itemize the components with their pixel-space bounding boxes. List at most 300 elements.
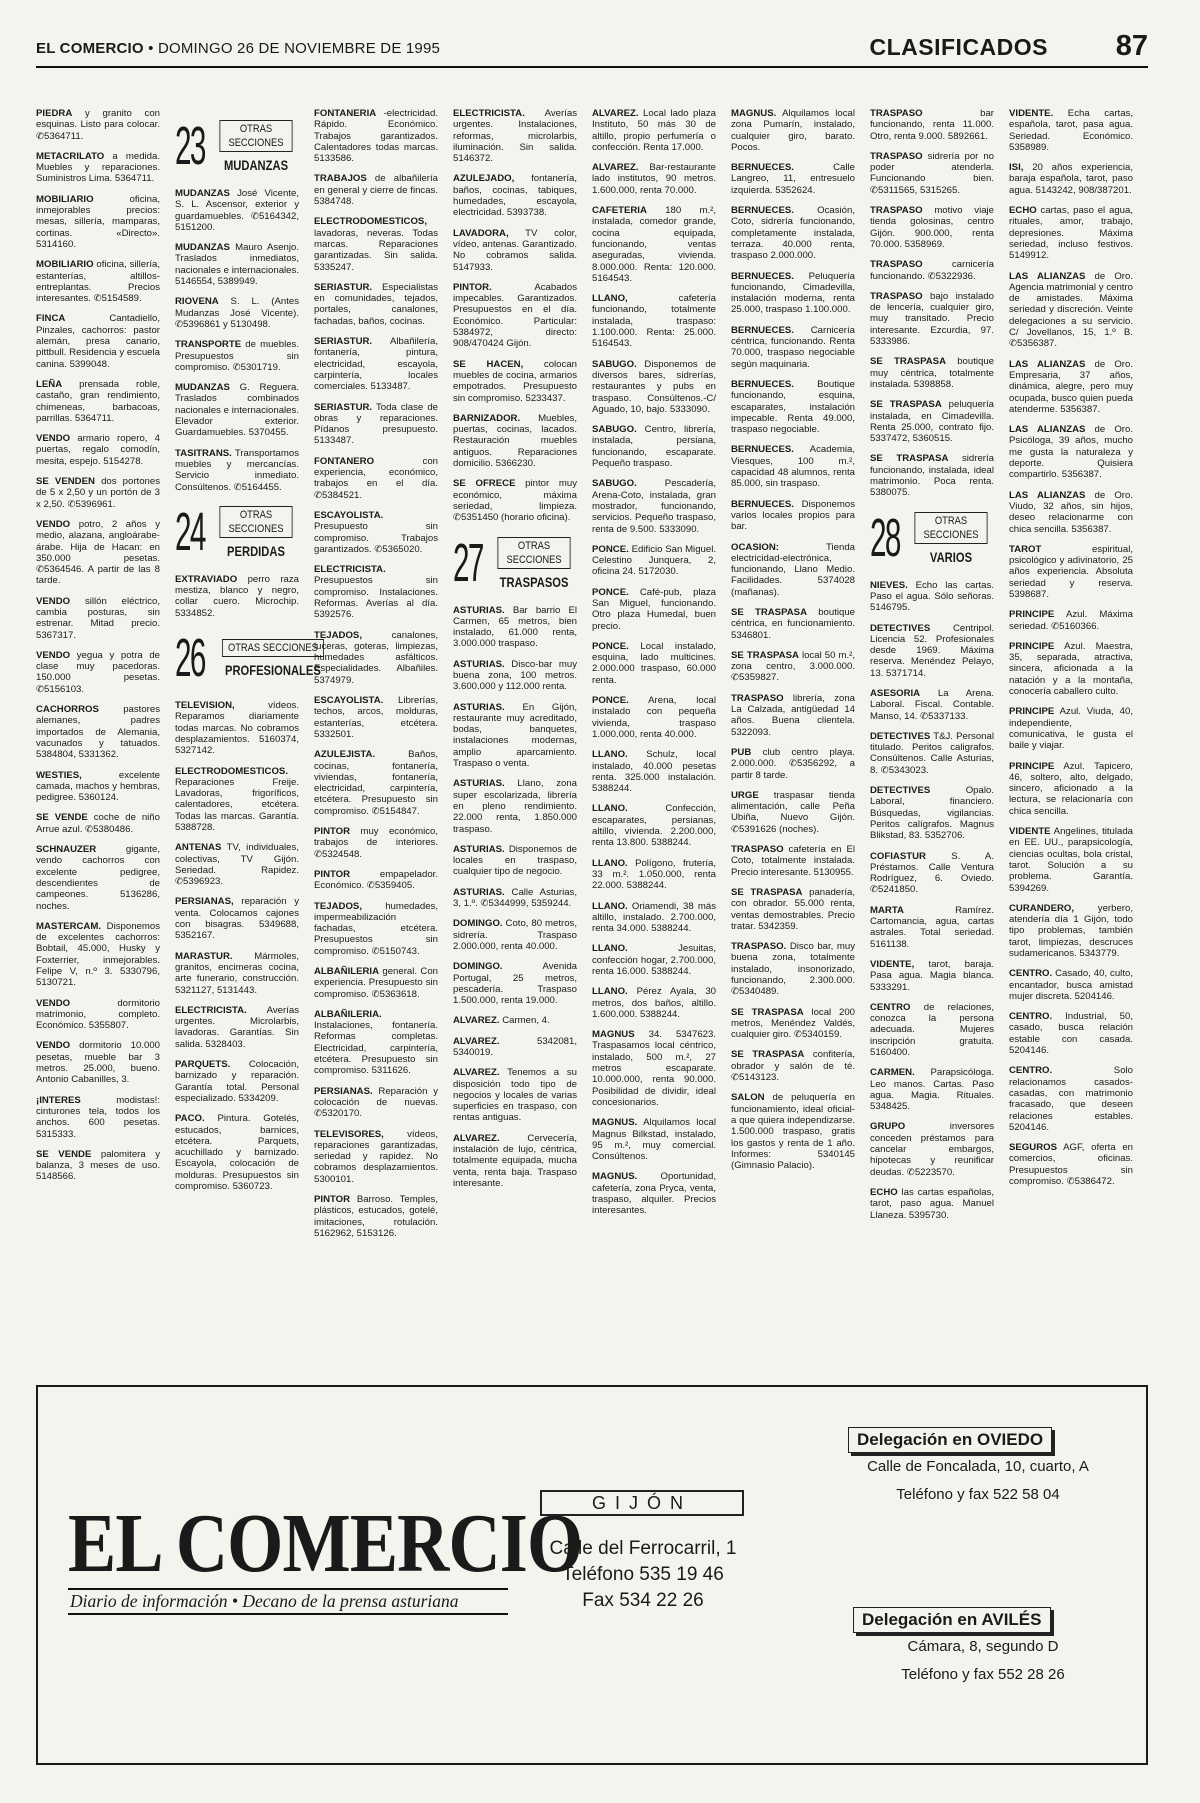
classified-ad <box>314 1086 438 1120</box>
ad-keyword: RIOVENA <box>175 296 219 308</box>
ad-keyword: ELECTRICISTA. <box>314 564 386 576</box>
classified-ad <box>1009 609 1133 632</box>
ad-keyword: BERNUECES. <box>731 162 794 174</box>
ad-keyword: ALBAÑILERIA. <box>314 1008 382 1020</box>
classified-ad <box>1009 359 1133 415</box>
ad-keyword: LLANO. <box>592 900 628 912</box>
ad-text: dormitorio matrimonio, completo. Económico. 5355807. <box>36 997 160 1032</box>
ad-keyword: ANTENAS <box>175 842 222 854</box>
ad-keyword: TRASPASO <box>870 259 923 271</box>
ad-keyword: LAS ALIANZAS <box>1009 424 1086 436</box>
ad-text: palomitera y balanza, 3 meses de uso. 5148566. <box>36 1148 160 1183</box>
classified-ad <box>592 359 716 415</box>
ad-text: 34. 5347623. Traspasamos local céntrico, instalado, 500 m.², 27 metros escaparate. 10.000.000, renta 90.000. Posibilidad de dividir, ideal concesionarios. <box>592 1029 716 1108</box>
ad-text: Pescadería, Arena-Coto, instalada, gran mostrador, funcionando, servicios. Pequeño traspaso, renta de 9.500. 5333090. <box>592 478 716 535</box>
ad-keyword: VIDENTE <box>1009 826 1051 838</box>
ad-text: Oportunidad, cafetería, zona Pryca, venta, traspaso, alquiler. Precios interesantes. <box>592 1171 716 1217</box>
ad-keyword: LAS ALIANZAS <box>1009 358 1086 370</box>
classified-ad <box>592 641 716 686</box>
aviles-office <box>853 1607 1113 1689</box>
ad-keyword: ALVAREZ. <box>453 1015 500 1027</box>
ad-text: colocan muebles de cocina, armarios empotrados. Presupuesto sin compromiso. 5233437. <box>453 358 577 404</box>
classified-ad <box>731 844 855 878</box>
section-title: PROFESIONALES <box>224 662 321 679</box>
classified-ad <box>453 1036 577 1059</box>
ad-text: Schulz, local instalado, 40.000 pesetas renta. 325.000 instalación. 5388244. <box>592 749 716 795</box>
ad-keyword: FONTANERIA <box>314 108 377 119</box>
ad-keyword: WESTIES, <box>36 769 82 781</box>
classified-ad <box>314 1194 438 1239</box>
ad-keyword: BERNUECES. <box>731 324 794 336</box>
ad-keyword: ELECTRODOMESTICOS. <box>175 765 288 777</box>
classified-ad <box>314 966 438 1000</box>
ad-text: sillón eléctrico, cambia posturas, sin estrenar. Mitad precio. 5367317. <box>36 595 160 641</box>
classified-ad <box>36 770 160 804</box>
ad-text: gigante, vendo cachorros con excelente pedigree, descendientes de campeones. 5136286, noches. <box>36 844 160 912</box>
ad-keyword: SE TRASPASA <box>870 399 942 411</box>
ad-keyword: SE TRASPASA <box>870 453 949 465</box>
classified-ad <box>1009 271 1133 350</box>
ad-text: canalones, luceras, goteras, limpiezas, humedades asfálticos. Especialidades. Albañiles. 5374979. <box>314 629 438 686</box>
classified-ad <box>36 596 160 641</box>
ad-keyword: ALVAREZ. <box>592 162 639 174</box>
ad-keyword: ASTURIAS. <box>453 778 505 790</box>
ad-text: Echa cartas, española, tarot, pasa agua. Seriedad. Económico. 5358989. <box>1009 108 1133 153</box>
section-title: VARIOS <box>929 548 973 565</box>
classified-ad <box>36 650 160 695</box>
ad-keyword: TAROT <box>1009 543 1042 555</box>
classified-ad <box>175 896 299 941</box>
ad-keyword: PERSIANAS. <box>314 1085 373 1097</box>
classified-ad <box>314 749 438 817</box>
ad-text: sidrería funcionando, instalada, ideal matrimonio. Poca renta. 5380075. <box>870 453 994 499</box>
classified-column <box>314 108 438 1248</box>
ad-keyword: CENTRO. <box>1009 1011 1053 1023</box>
ad-keyword: LEÑA <box>36 378 63 390</box>
ad-keyword: SE TRASPASA <box>870 356 947 368</box>
section-title-box <box>491 537 577 588</box>
classified-ad <box>314 456 438 501</box>
ad-text: Carmen, 4. <box>502 1015 550 1027</box>
ad-text: Edificio San Miguel. Celestino Junquera, 2, oficina 24. 5172030. <box>592 543 716 578</box>
classified-ad <box>870 205 994 250</box>
classified-ad <box>731 747 855 781</box>
classified-ad <box>870 259 994 282</box>
header-dateline: EL COMERCIO • DOMINGO 26 DE NOVIEMBRE DE 1995 <box>36 40 441 57</box>
classified-ad <box>175 951 299 996</box>
ad-text: pastores alemanes, padres importados de Alemania, vacunados y tatuados. 5384804, 5331362. <box>36 704 160 761</box>
classified-ad <box>731 650 855 684</box>
ad-keyword: PINTOR <box>314 868 351 880</box>
ad-keyword: SE TRASPASA <box>731 1006 804 1018</box>
ad-text: cafetería en El Coto, totalmente instalada. Precio interesante. 5130955. <box>731 844 855 878</box>
ad-keyword: SABUGO. <box>592 424 637 436</box>
ad-text: humedades, impermeabilización fachadas, etcétera. Presupuestos sin compromiso. ✆5150743. <box>314 900 438 957</box>
ad-text: potro, 2 años y medio, alazana, angloárabe-árabe. Hija de Hacan: en 350.000 pesetas. ✆5364546. A partir de las 8 tarde. <box>36 518 161 587</box>
ad-text: Presupuestos sin compromiso. Instalaciones. Reformas. Averías al día. 5392576. <box>314 575 438 621</box>
ad-keyword: MAGNUS. <box>592 1171 638 1183</box>
ad-keyword: ECHO <box>870 1186 898 1198</box>
logo-tagline: Diario de información • Decano de la prensa asturiana <box>68 1588 508 1615</box>
ad-text: Tenemos a su disposición todo tipo de negocios y locales de varias superficies en traspaso, con rentas antiguas. <box>453 1067 577 1124</box>
ad-text: Opalo. Laboral, financiero. Búsquedas, vigilancias. Peritos calígrafos. Magnus Blikstad, 83. 5352706. <box>870 785 994 842</box>
ad-text: bar funcionando, renta 11.000. Otro, renta 9.000. 5892661. <box>870 108 994 142</box>
ad-keyword: MOBILIARIO <box>36 259 94 271</box>
section-heading <box>175 628 321 689</box>
classified-ad <box>314 630 438 686</box>
page-number: 87 <box>1115 30 1148 62</box>
classified-ad <box>36 519 160 587</box>
classified-ad <box>36 476 160 510</box>
ad-text: Boutique funcionando, esquina, escaparates, instalación impecable. Renta 49.000, traspaso negociable. <box>731 378 855 436</box>
classified-ad <box>453 778 577 834</box>
classified-ad <box>175 574 299 619</box>
classified-ad <box>314 1129 438 1185</box>
ad-keyword: PRINCIPE <box>1009 760 1055 772</box>
ad-text: 5342081, 5340019. <box>453 1035 577 1058</box>
ad-text: Coto, 80 metros, sidrería. Traspaso 2.000.000, renta 40.000. <box>453 918 578 952</box>
ad-text: y granito con esquinas. Listo para colocar. ✆5364711. <box>36 108 160 142</box>
ad-text: S. A. Préstamos. Calle Ventura Rodríguez, 6. Oviedo. ✆5241850. <box>870 850 994 896</box>
section-number: 27 <box>453 532 483 593</box>
classified-column <box>36 108 160 1192</box>
gijon-office <box>528 1490 758 1614</box>
classified-ad <box>731 941 855 997</box>
ad-text: con experiencia, económico, trabajos en el día. ✆5384521. <box>314 455 438 501</box>
classified-ad <box>592 293 716 349</box>
classified-ad <box>870 1187 994 1221</box>
classified-ad <box>870 785 994 841</box>
classified-ad <box>870 851 994 896</box>
ad-text: las cartas españolas, tarot, paso agua. Manuel Llaneza. 5395730. <box>870 1186 994 1221</box>
classified-ad <box>175 242 299 287</box>
ad-text: de peluquería en funcionamiento, ideal oficial-a que quiera independizarse. 1.500.000 traspaso, gratis los gastos y renta de 1 año. Informes: 5340145 (Gimnasio Palacio). <box>731 1092 856 1172</box>
ad-text: Especialistas en comunidades, tejados, portales, canalones, fachadas, baños, cocinas. <box>314 281 438 327</box>
classified-ad <box>1009 1065 1133 1133</box>
ad-text: Disco bar, muy buena zona, totalmente instalado, insonorizado, funcionando, 2.300.000. ✆5340489. <box>731 941 855 998</box>
ad-text: Alquilamos local Magnus Bilkstad, instalado, 95 m.², muy comercial. Consúltenos. <box>592 1117 716 1163</box>
classified-ad <box>453 1133 577 1189</box>
classified-ad <box>36 704 160 760</box>
ad-keyword: LLANO. <box>592 803 628 815</box>
ad-text: Avenida Portugal, 25 metros, pescadería. Traspaso 1.500.000, renta 19.000. <box>453 961 577 1007</box>
ad-text: La Arena. Laboral. Fiscal. Contable. Manso, 14. ✆5337133. <box>870 687 994 722</box>
ad-keyword: BARNIZADOR. <box>453 412 521 424</box>
ad-text: En Gijón, restaurante muy acreditado, bodas, banquetes, instalaciones modernas, amplio aparcamiento. Traspaso o venta. <box>453 701 577 770</box>
ad-keyword: CENTRO <box>870 1001 911 1013</box>
classified-ad <box>731 607 855 641</box>
ad-text: Transportamos muebles y mercancías. Servicio inmediato. Consúltenos. ✆5164455. <box>175 447 299 493</box>
ad-keyword: TRASPASO <box>870 150 923 162</box>
ad-text: Acabados impecables. Garantizados. Presupuestos en el día. Económico. Particular: 5384972, directo: 908/470424 Gijón. <box>453 281 577 350</box>
ad-keyword: VIDENTE, <box>870 958 915 970</box>
classified-ad <box>731 1007 855 1041</box>
ad-keyword: SABUGO. <box>592 478 637 490</box>
classified-ad <box>36 1095 160 1140</box>
classified-ad <box>731 499 855 533</box>
ad-text: Ocasión, Coto, sidrería funcionando, completamente instalada, terraza. 40.000 renta, traspaso 2.000.000. <box>731 205 855 262</box>
classified-ad <box>453 282 577 350</box>
ad-text: de Oro. Empresaria, 37 años, dinámica, alegre, pero muy ocupada, busco quien pueda atenderme. 5356387. <box>1009 358 1133 415</box>
classified-ad <box>592 587 716 632</box>
classified-ad <box>36 433 160 467</box>
ad-keyword: PERSIANAS, <box>175 896 234 908</box>
section-number: 24 <box>175 501 205 562</box>
el-comercio-banner <box>36 1385 1148 1765</box>
section-kicker: OTRAS SECCIONES <box>914 512 987 544</box>
aviles-phone: Teléfono y fax 552 28 26 <box>901 1666 1065 1683</box>
ad-text: Academia, Viesques, 100 m.², capacidad 48 alumnos, renta 85.000, sin traspaso. <box>731 444 855 490</box>
section-kicker: OTRAS SECCIONES <box>497 537 570 569</box>
ad-keyword: MAGNUS <box>592 1029 635 1041</box>
section-heading <box>453 533 577 593</box>
ad-text: -electricidad. Rápido. Económico. Trabajos garantizados. Calentadores todas marcas. 5133586. <box>314 108 438 165</box>
ad-keyword: ASTURIAS. <box>453 604 505 616</box>
ad-text: prensada roble, castaño, gran rendimiento, chimeneas, barbacoas, parrillas. 5364711. <box>36 378 160 424</box>
aviles-address: Cámara, 8, segundo D <box>907 1638 1059 1655</box>
ad-keyword: PONCE. <box>592 586 629 598</box>
ad-keyword: CAFETERIA <box>592 205 647 217</box>
ad-keyword: PRINCIPE <box>1009 640 1055 652</box>
ad-text: Colocación, barnizado y reparación. Garantía total. Personal especializado. 5334209. <box>175 1059 299 1104</box>
ad-text: motivo viaje tienda golosinas, centro Gijón. 900.000, renta 70.000. 5358969. <box>870 205 995 250</box>
ad-text: confitería, obrador y salón de té. ✆5143123. <box>731 1049 855 1084</box>
classified-ad <box>314 510 438 555</box>
classified-ad <box>1009 490 1133 535</box>
section-kicker: OTRAS SECCIONES <box>219 120 292 152</box>
ad-keyword: CENTRO. <box>1009 968 1053 980</box>
section-number: 28 <box>870 507 900 568</box>
aviles-label: Delegación en AVILÉS <box>853 1607 1051 1633</box>
ad-keyword: FONTANERO <box>314 455 375 467</box>
classified-ad <box>453 702 577 770</box>
classified-ad <box>36 998 160 1032</box>
ad-text: Mármoles, granitos, encimeras cocina, arte funerario, construcción. 5321127, 5131443. <box>175 950 299 996</box>
ad-keyword: TELEVISION, <box>175 700 235 712</box>
ad-keyword: ASTURIAS. <box>453 886 505 898</box>
section-title-box <box>908 512 994 563</box>
ad-keyword: AZULEJADO, <box>453 173 515 185</box>
page-header <box>36 28 1148 68</box>
classified-ad <box>870 151 994 196</box>
section-heading <box>175 502 299 562</box>
classified-column <box>453 108 577 1198</box>
logo-wordmark: EL COMERCIO <box>68 1497 583 1590</box>
classified-ad <box>314 173 438 207</box>
ad-text: local 200 metros, Menéndez Valdés, cualquier giro. ✆5340159. <box>731 1006 855 1041</box>
classified-ad <box>453 413 577 469</box>
ad-keyword: MASTERCAM. <box>36 920 102 932</box>
classified-ad <box>1009 761 1133 817</box>
classified-column <box>1009 108 1133 1196</box>
oviedo-label: Delegación en OVIEDO <box>848 1427 1052 1453</box>
ad-keyword: PINTOR <box>314 826 351 838</box>
ad-text: Cervecería, instalación de lujo, céntrica, totalmente equipada, mucha venta, renta baja. Traspaso interesante. <box>453 1132 577 1189</box>
ad-text: librería, zona La Calzada, antigüedad 14 años. Buena clientela. 5322093. <box>731 692 855 738</box>
ad-keyword: OCASION: <box>731 541 779 553</box>
ad-keyword: GRUPO <box>870 1121 906 1133</box>
ad-text: Azul. Tapicero, 46, soltero, alto, delgado, sincero, aficionado a la lectura, se relacionaría con chica sencilla. <box>1009 760 1133 817</box>
classified-ad <box>175 1059 299 1104</box>
ad-keyword: VIDENTE. <box>1009 108 1054 119</box>
oviedo-phone: Teléfono y fax 522 58 04 <box>896 1486 1060 1503</box>
ad-keyword: ALVAREZ. <box>453 1035 500 1047</box>
ad-text: club centro playa. 2.000.000. ✆5356292, a partir 8 tarde. <box>731 746 855 781</box>
ad-keyword: ALBAÑILERIA <box>314 966 380 977</box>
ad-keyword: BERNUECES. <box>731 498 794 510</box>
ad-keyword: PONCE. <box>592 695 629 707</box>
ad-keyword: BERNUECES. <box>731 270 794 282</box>
ad-text: Averías urgentes. Microlarbis, lavadoras. Garantías. Sin salida. 5328403. <box>175 1004 299 1050</box>
ad-keyword: MARTA <box>870 904 904 916</box>
ad-keyword: DETECTIVES <box>870 622 931 634</box>
ad-text: fontanería, baños, cocinas, tabiques, humedades, escayola, electricidad. 5393738. <box>453 173 577 219</box>
classified-ad <box>314 826 438 860</box>
classified-ad <box>870 1067 994 1112</box>
classified-ad <box>453 605 577 650</box>
classified-ad <box>175 188 299 233</box>
ad-text: de albañilería en general y cierre de fincas. 5384748. <box>314 173 438 208</box>
classified-ad <box>36 1040 160 1085</box>
ad-text: Disco-bar muy buena zona, 100 metros. 3.600.000 y 112.000 renta. <box>453 658 577 693</box>
ad-keyword: ELECTRODOMESTICOS, <box>314 216 427 228</box>
classified-ad <box>36 151 160 185</box>
ad-keyword: SE TRASPASA <box>731 606 808 618</box>
classified-ad <box>1009 1142 1133 1187</box>
ad-text: Bar-restaurante lado institutos, 90 metros. 1.600.000, renta 70.000. <box>592 162 716 196</box>
ad-keyword: TRASPASO <box>870 108 923 119</box>
ad-keyword: SE VENDEN <box>36 476 95 488</box>
ad-text: Arena, local instalado con pequeña vivienda, traspaso 1.000.000, renta 40.000. <box>592 695 716 740</box>
gijon-label: GIJÓN <box>540 1490 744 1516</box>
ad-keyword: NIEVES. <box>870 579 908 591</box>
ad-text: Peluquería funcionando, Cimadevilla, instalación moderna, renta 25.000, traspaso 1.100.000. <box>731 270 855 316</box>
classified-ad <box>870 905 994 950</box>
classified-ad <box>314 282 438 327</box>
classified-ad <box>592 803 716 848</box>
classified-ad <box>870 453 994 498</box>
el-comercio-logo <box>68 1497 583 1615</box>
ad-keyword: LLANO. <box>592 749 628 761</box>
ad-keyword: TRASPASO <box>731 844 784 856</box>
ad-keyword: FINCA <box>36 313 66 325</box>
ad-text: Ramírez. Cartomancia, agua, cartas astrales. Total seriedad. 5161138. <box>870 904 994 950</box>
ad-text: yegua y potra de clase muy pacedoras. 150.000 pesetas. ✆5156103. <box>36 649 160 695</box>
classified-ad <box>36 259 160 304</box>
classified-column <box>175 108 321 1201</box>
section-number: 26 <box>175 628 205 689</box>
classified-ad <box>175 296 299 330</box>
classified-ad <box>731 162 855 196</box>
classified-ad <box>592 749 716 794</box>
ad-text: Llano, zona super escolarizada, librería en pleno rendimiento. 22.000 renta, 1.850.000 traspaso. <box>453 778 578 835</box>
ad-text: tarot, baraja. Pasa agua. Magia blanca. 5333291. <box>870 958 994 993</box>
ad-text: Local lado plaza Instituto, 50 más 30 de altillo, propio perfumería o confección. Renta 17.000. <box>592 108 716 153</box>
ad-keyword: PONCE. <box>592 640 629 652</box>
ad-keyword: TASITRANS. <box>175 447 232 459</box>
ad-keyword: BERNUECES. <box>731 205 794 217</box>
classified-ad <box>592 986 716 1020</box>
classified-ad <box>592 205 716 284</box>
ad-text: de Oro. Viudo, 32 años, sin hijos, deseo relacionarme con chica sencilla. 5356387. <box>1009 489 1133 535</box>
ad-keyword: DOMINGO. <box>453 961 503 973</box>
ad-keyword: TEJADOS, <box>314 900 362 912</box>
ad-text: de Oro. Psicóloga, 39 años, mucho me gusta la naturaleza y deporte. Quisiera compartirlo. 5356387. <box>1009 424 1133 481</box>
classified-ad <box>1009 968 1133 1002</box>
ad-keyword: TEJADOS, <box>314 629 362 641</box>
oviedo-address: Calle de Foncalada, 10, cuarto, A <box>867 1458 1089 1475</box>
section-title-box <box>213 506 299 560</box>
header-section: CLASIFICADOS <box>869 34 1048 60</box>
ad-keyword: COFIASTUR <box>870 850 926 862</box>
ad-text: Albañilería, fontanería, pintura, electricidad, escayola, carpintería, locales comerciales. 5133487. <box>314 336 438 393</box>
classified-ad <box>453 359 577 404</box>
ad-keyword: LLANO. <box>592 986 628 998</box>
ad-keyword: SCHNAUZER <box>36 844 97 856</box>
classified-ad <box>592 108 716 153</box>
ad-text: Centro, librería, instalada, persiana, funcionando, escaparate. Pequeño traspaso. <box>592 424 716 470</box>
ad-keyword: VENDO <box>36 595 71 607</box>
classified-ad <box>1009 424 1133 480</box>
ad-text: Disponemos de excelentes cachorros: Bobtail, 45.000, Husky y Foxterrier, inmejorables. Felipe V, n.º 3. 5330796, 5130721. <box>36 920 160 989</box>
ad-text: Calle Asturias, 3, 1.º. ✆5344999, 5359244. <box>453 886 577 910</box>
classified-ad <box>453 108 577 164</box>
classified-ad <box>1009 706 1133 751</box>
classified-ad <box>592 943 716 977</box>
classified-ad <box>36 108 160 142</box>
ad-keyword: SE VENDE <box>36 812 88 824</box>
classified-ad <box>870 731 994 776</box>
section-heading <box>175 116 299 176</box>
classified-ad <box>36 379 160 424</box>
ad-text: Averías urgentes. Instalaciones, reformas, microlarbis, iluminación. Sin salida. 5146372. <box>453 108 577 165</box>
ad-keyword: DETECTIVES <box>870 730 931 742</box>
ad-keyword: DETECTIVES <box>870 785 931 797</box>
ad-text: dos portones de 5 x 2,50 y un portón de 3 x 2,50. ✆5396961. <box>36 476 160 510</box>
ad-keyword: LLANO, <box>592 293 628 305</box>
classified-ad <box>731 325 855 370</box>
ad-keyword: TRABAJOS <box>314 173 367 185</box>
ad-keyword: PIEDRA <box>36 108 73 119</box>
ad-text: boutique muy céntrica, totalmente instalada. 5398858. <box>870 356 994 390</box>
ad-text: armario ropero, 4 puertas, regalo comodín, mesita, espejo. 5154278. <box>36 433 160 467</box>
classified-ad <box>175 448 299 493</box>
ad-keyword: VENDO <box>36 1040 71 1052</box>
ad-text: bajo instalado de lencería, cualquier giro, muy transitado. Precio interesante. Ezcurdia, 97. 5333986. <box>870 290 994 348</box>
ad-text: Angelines, titulada en EE. UU., parapsicología, ciencias ocultas, bola cristal, tarot. Solución a su problema. Garantía. 5394269. <box>1009 826 1134 894</box>
classified-ad <box>731 205 855 261</box>
ad-keyword: MUDANZAS <box>175 242 230 254</box>
classified-ad <box>36 921 160 989</box>
ad-keyword: MAGNUS. <box>592 1117 638 1129</box>
ad-text: Instalaciones, fontanería. Reformas completas. Electricidad, carpintería, etcétera. Presupuesto sin compromiso. 5311626. <box>314 1020 438 1077</box>
ad-keyword: CURANDERO, <box>1009 902 1075 914</box>
ad-keyword: SEGUROS <box>1009 1142 1057 1154</box>
section-kicker: OTRAS SECCIONES <box>222 639 324 657</box>
section-title: MUDANZAS <box>223 157 289 174</box>
classified-ad <box>175 766 299 834</box>
ad-keyword: LAS ALIANZAS <box>1009 270 1086 282</box>
ad-text: Parapsicóloga. Leo manos. Cartas. Paso agua. Magia. Rituales. 5348425. <box>870 1067 994 1113</box>
classified-ad <box>314 564 438 620</box>
ad-keyword: ECHO <box>1009 205 1037 217</box>
ad-text: inversores conceden préstamos para cancelar embargos, hipotecas y reunificar deudas. ✆5223570. <box>870 1121 994 1178</box>
classified-ad <box>731 790 855 835</box>
classified-ad <box>314 402 438 447</box>
ad-keyword: PUB <box>731 746 752 758</box>
ad-text: Echo las cartas. Paso el agua. Sólo señoras. 5146795. <box>870 579 994 614</box>
classified-ad <box>36 1149 160 1183</box>
